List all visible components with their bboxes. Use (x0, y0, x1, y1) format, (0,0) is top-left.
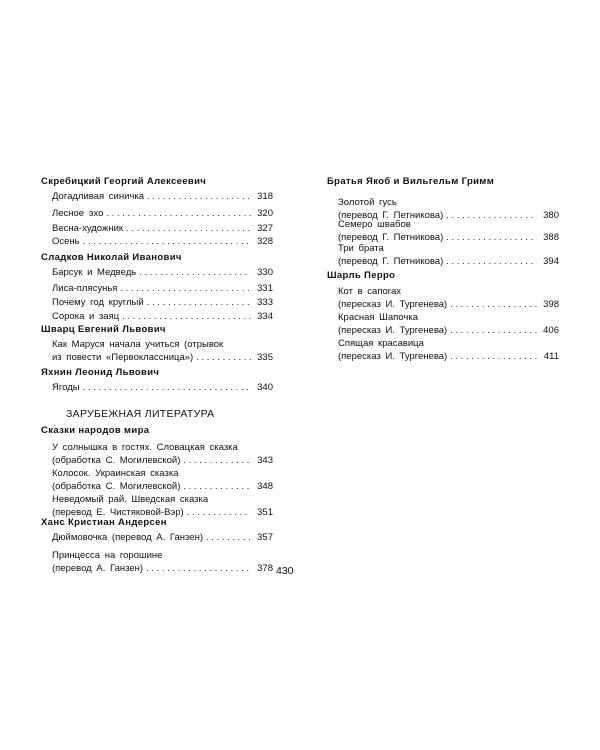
dot-leader (83, 235, 251, 248)
toc-entry[interactable] (338, 311, 559, 337)
author-heading: Шарль Перро (327, 270, 396, 281)
entry-title-line: Осень (52, 236, 80, 247)
entry-page-number: 348 (257, 481, 273, 492)
entry-title-line: Спящая красавица (338, 338, 424, 349)
entry-page-number: 328 (257, 236, 273, 247)
entry-title-line: (перевод А. Ганзен) (52, 563, 144, 574)
dot-leader (147, 296, 251, 309)
entry-page-number: 343 (257, 455, 273, 466)
author-heading: Ханс Кристиан Андерсен (41, 517, 167, 528)
entry-title-line: (перевод Г. Петникова) (338, 210, 444, 221)
entry-page-number: 351 (257, 507, 273, 518)
entry-title-line: Неведомый рай. Шведская сказка (52, 494, 209, 505)
entry-page-number: 335 (257, 352, 273, 363)
entry-page-number: 357 (257, 532, 273, 543)
entry-title-line: Колосок. Украинская сказка (52, 468, 179, 479)
entry-page-number: 320 (257, 208, 273, 219)
toc-entry[interactable] (52, 338, 273, 364)
entry-title-line: Весна-художник (52, 223, 124, 234)
dot-leader (450, 350, 537, 363)
toc-entry[interactable] (338, 218, 559, 244)
dot-leader (183, 454, 251, 467)
entry-title-line: Дюймовочка (перевод А. Ганзен) (52, 532, 203, 543)
entry-title-line: (перевод Г. Петникова) (338, 232, 444, 243)
dot-leader (147, 190, 251, 203)
toc-entry[interactable] (52, 441, 273, 467)
toc-entry[interactable] (52, 467, 273, 493)
entry-page-number: 333 (257, 297, 273, 308)
author-heading: Братья Якоб и Вильгельм Гримм (327, 176, 495, 187)
dot-leader (450, 298, 537, 311)
entry-page-number: 406 (543, 325, 559, 336)
dot-leader (206, 531, 251, 544)
toc-entry[interactable] (52, 310, 273, 323)
entry-title-line: Лесное эхо (52, 208, 104, 219)
dot-leader (122, 310, 251, 323)
toc-entry[interactable] (338, 285, 559, 311)
entry-page-number: 378 (257, 563, 273, 574)
entry-title-line: (пересказ И. Тургенева) (338, 351, 448, 362)
entry-title-line: из повести «Первоклассница») (52, 352, 194, 363)
entry-page-number: 394 (543, 256, 559, 267)
dot-leader (126, 222, 251, 235)
dot-leader (83, 381, 251, 394)
entry-page-number: 334 (257, 311, 273, 322)
dot-leader (450, 324, 537, 337)
entry-title-line: Красная Шапочка (338, 312, 418, 323)
page-number: 430 (276, 565, 294, 577)
entry-page-number: 398 (543, 299, 559, 310)
entry-page-number: 380 (543, 210, 559, 221)
entry-title-line: Ягоды (52, 382, 80, 393)
entry-title-line: (пересказ И. Тургенева) (338, 325, 448, 336)
entry-title-line: Кот в сапогах (338, 286, 402, 297)
toc-entry[interactable] (52, 493, 273, 519)
author-heading: Сказки народов мира (41, 425, 150, 436)
toc-entry[interactable] (52, 207, 273, 220)
entry-page-number: 330 (257, 267, 273, 278)
dot-leader (139, 266, 251, 279)
entry-page-number: 411 (543, 351, 559, 362)
dot-leader (120, 282, 251, 295)
entry-title-line: (пересказ И. Тургенева) (338, 299, 448, 310)
entry-title-line: (перевод Е. Чистяковой-Вэр) (52, 507, 184, 518)
toc-entry[interactable] (52, 282, 273, 295)
toc-entry[interactable] (52, 190, 273, 203)
entry-title-line: Золотой гусь (338, 197, 397, 208)
dot-leader (183, 480, 251, 493)
toc-entry[interactable] (52, 235, 273, 248)
entry-title-line: Почему год круглый (52, 297, 144, 308)
entry-page-number: 340 (257, 382, 273, 393)
dot-leader (106, 207, 251, 220)
entry-page-number: 327 (257, 223, 273, 234)
toc-entry[interactable] (52, 266, 273, 279)
entry-title-line: (обработка С. Могилевской) (52, 481, 181, 492)
entry-title-line: Лиса-плясунья (52, 283, 118, 294)
toc-entry[interactable] (52, 222, 273, 235)
entry-title-line: (перевод Г. Петникова) (338, 256, 444, 267)
dot-leader (146, 562, 251, 575)
dot-leader (196, 351, 251, 364)
entry-title-line: (обработка С. Могилевской) (52, 455, 181, 466)
entry-title-line: Барсук и Медведь (52, 267, 137, 278)
entry-title-line: Как Маруся начала учиться (отрывок (52, 339, 224, 350)
entry-title-line: Догадливая синичка (52, 191, 144, 202)
toc-entry[interactable] (338, 242, 559, 268)
section-heading: ЗАРУБЕЖНАЯ ЛИТЕРАТУРА (66, 408, 215, 420)
entry-title-line: Принцесса на горошине (52, 550, 163, 561)
toc-entry[interactable] (52, 549, 273, 575)
author-heading: Сладков Николай Иванович (41, 252, 182, 263)
author-heading: Шварц Евгений Львович (41, 324, 166, 335)
toc-entry[interactable] (52, 531, 273, 544)
entry-title-line: Семеро швабов (338, 219, 411, 230)
toc-entry[interactable] (52, 296, 273, 309)
author-heading: Скребицкий Георгий Алексеевич (41, 176, 207, 187)
entry-page-number: 388 (543, 232, 559, 243)
toc-entry[interactable] (52, 381, 273, 394)
dot-leader (446, 255, 537, 268)
author-heading: Яхнин Леонид Львович (41, 367, 160, 378)
entry-page-number: 318 (257, 191, 273, 202)
entry-page-number: 331 (257, 283, 273, 294)
entry-title-line: У солнышка в гостях. Словацкая сказка (52, 442, 238, 453)
toc-entry[interactable] (338, 337, 559, 363)
entry-title-line: Сорока и заяц (52, 311, 120, 322)
entry-title-line: Три брата (338, 243, 384, 254)
